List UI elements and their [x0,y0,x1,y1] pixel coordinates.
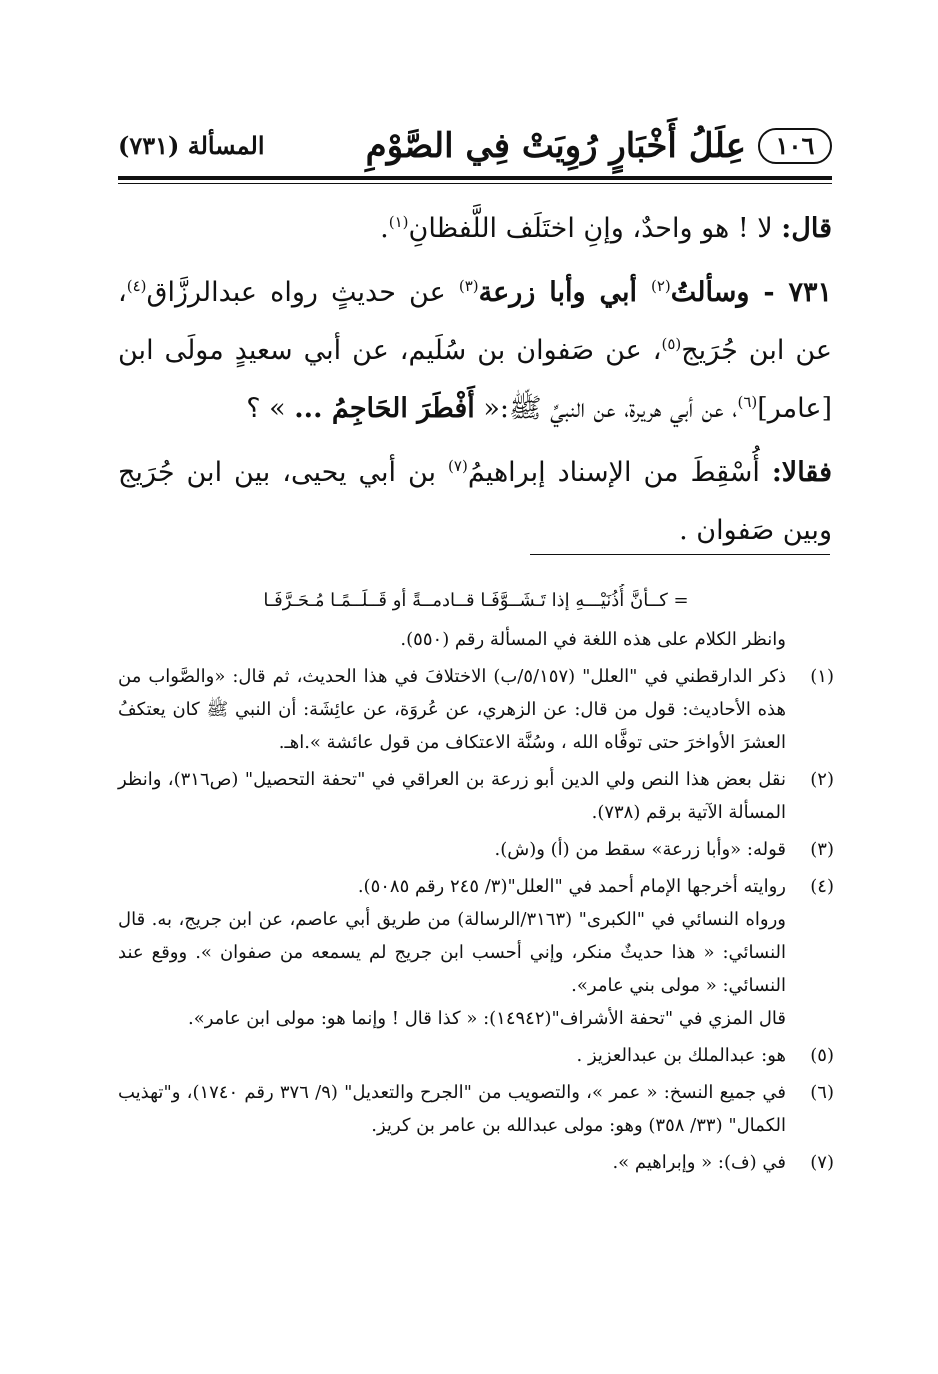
paragraph-question [118,264,832,438]
asked-verb: وسألتُ [670,277,764,308]
page-number: ١٠٦ [758,128,832,164]
page-header [118,120,832,176]
issue-label: المسألة (٧٣١) [118,131,265,160]
footnote-text: روايته أخرجها الإمام أحمد في "العلل"(٣/ ٢٤٥ رقم ٥٠٨٥). [357,876,786,897]
footnote-ref-5: (٥) [661,335,682,353]
footnote-text: قوله: «وأبا زرعة» سقط من (أ) و(ش). [494,839,786,860]
footnote-text: في (ف): « وإبراهيم ». [612,1152,786,1173]
footnote-ref-6: (٦) [737,393,758,411]
answer-text-1: أُسْقِطَ من الإسناد إبراهيمُ [467,457,772,488]
question-text-2: ، عن ابن جُرَيج [118,277,832,366]
footnote-number: (٤) [810,876,834,897]
running-title: عِلَلُ أَخْبَارٍ رُوِيَتْ فِي الصَّوْمِ [365,126,746,166]
footnote-text: هو: عبدالملك بن عبدالعزيز . [576,1045,786,1066]
header-rule-thick [118,176,832,180]
footnote-continuation: قال المزي في "تحفة الأشراف"(١٤٩٤٢): « كذا قال ! وإنما هو: مولى ابن عامر». [188,1008,786,1029]
footnote-ref-2: (٢) [650,277,671,295]
footnote-previous-note: وانظر الكلام على هذه اللغة في المسألة رقم (٥٥٠). [400,629,786,650]
footnote-1 [118,660,834,759]
footnote-number: (٣) [810,839,834,860]
reply-text: لا ! هو واحدٌ، وإنِ اختَلَف اللَّفظانِ [408,213,782,244]
speaker-label: قال: [781,213,832,244]
footnote-separator [530,554,830,555]
asked-subject: أبي وأبا زرعة [478,277,651,308]
footnote-3 [118,833,834,866]
footnote-ref-1: (١) [388,213,409,231]
answer-text-2: بن أبي يحيى، بين ابن جُرَيج وبين صَفوان . [118,457,832,546]
hadith-text: أَفْطَرَ الحَاجِمُ ... [294,393,475,424]
footnote-ref-7: (٧) [448,457,468,475]
footnote-number: (٦) [810,1082,834,1103]
footnote-6 [118,1076,834,1142]
verse-line: = كــأنَّ أُذُنَيْـــهِ إذا تَـشَــوَّفَـا قــادمــةً أو قَــلَــمًـا مُـحَـرَّفَـا [263,590,689,611]
main-text [118,200,832,566]
footnote-text: في جميع النسخ: « عمر »، والتصويب من "الجرح والتعديل" (٩/ ٣٧٦ رقم ١٧٤٠)، و"تهذيب الكمال" (٣٣/ ٣٥٨) وهو: مولى عبدالله بن عامر بن كريز. [118,1082,786,1136]
footnote-number: (٥) [810,1045,834,1066]
answer-label: فقالا: [771,457,832,488]
footnote-number: (٢) [810,769,834,790]
footnote-continuation: ورواه النسائي في "الكبرى" (٣١٦٣/الرسالة) من طريق أبي عاصم، عن ابن جريج، به. قال النسائي: « هذا حديثٌ منكر، وإني أحسب ابن جريج لم يسمعه من صفوان ». ووقع عند النسائي: « مولى بني عامر». [118,909,786,996]
question-text-1: عن حديثٍ رواه عبدالرزَّاق [146,277,459,308]
question-text-5: » ؟ [246,393,295,424]
reply-end: . [380,213,389,244]
footnote-ref-4: (٤) [126,277,147,295]
header-rule-thin [118,183,832,184]
footnote-5 [118,1039,834,1072]
footnote-2 [118,763,834,829]
footnote-number: (١) [810,666,834,687]
footnote-number: (٧) [810,1152,834,1173]
footnote-7 [118,1146,834,1179]
paragraph-reply [118,200,832,258]
footnote-4 [118,870,834,1035]
footnotes [118,584,834,1183]
footnote-ref-3: (٣) [458,277,479,295]
paragraph-answer [118,444,832,560]
footnote-text: نقل بعض هذا النص ولي الدين أبو زرعة بن العراقي في "تحفة التحصيل" (ص٣١٦)، وانظر المسألة الآتية برقم (٧٣٨). [118,769,786,823]
footnote-text: ذكر الدارقطني في "العلل" (٥/١٥٧/ب) الاختلافَ في هذا الحديث، ثم قال: «والصَّواب من هذه الأحاديث: قول من قال: عن الزهري، عن عُروَة، عن عائِشَة: أن النبي ﷺ كان يعتكفُ العشرَ الأواخرَ حتى توفَّاه الله ، وسُنَّة الاعتكاف من قول عائشة ».اهـ. [118,666,787,753]
question-text-3: ، عن صَفوان بن سُلَيم، عن أبي سعيدٍ مولَى ابن [عامر] [118,335,832,424]
issue-number: ٧٣١ - [763,277,833,308]
question-text-4: ، عن أبي هريرة، عن النبيِّ ﷺ:« [474,393,738,424]
